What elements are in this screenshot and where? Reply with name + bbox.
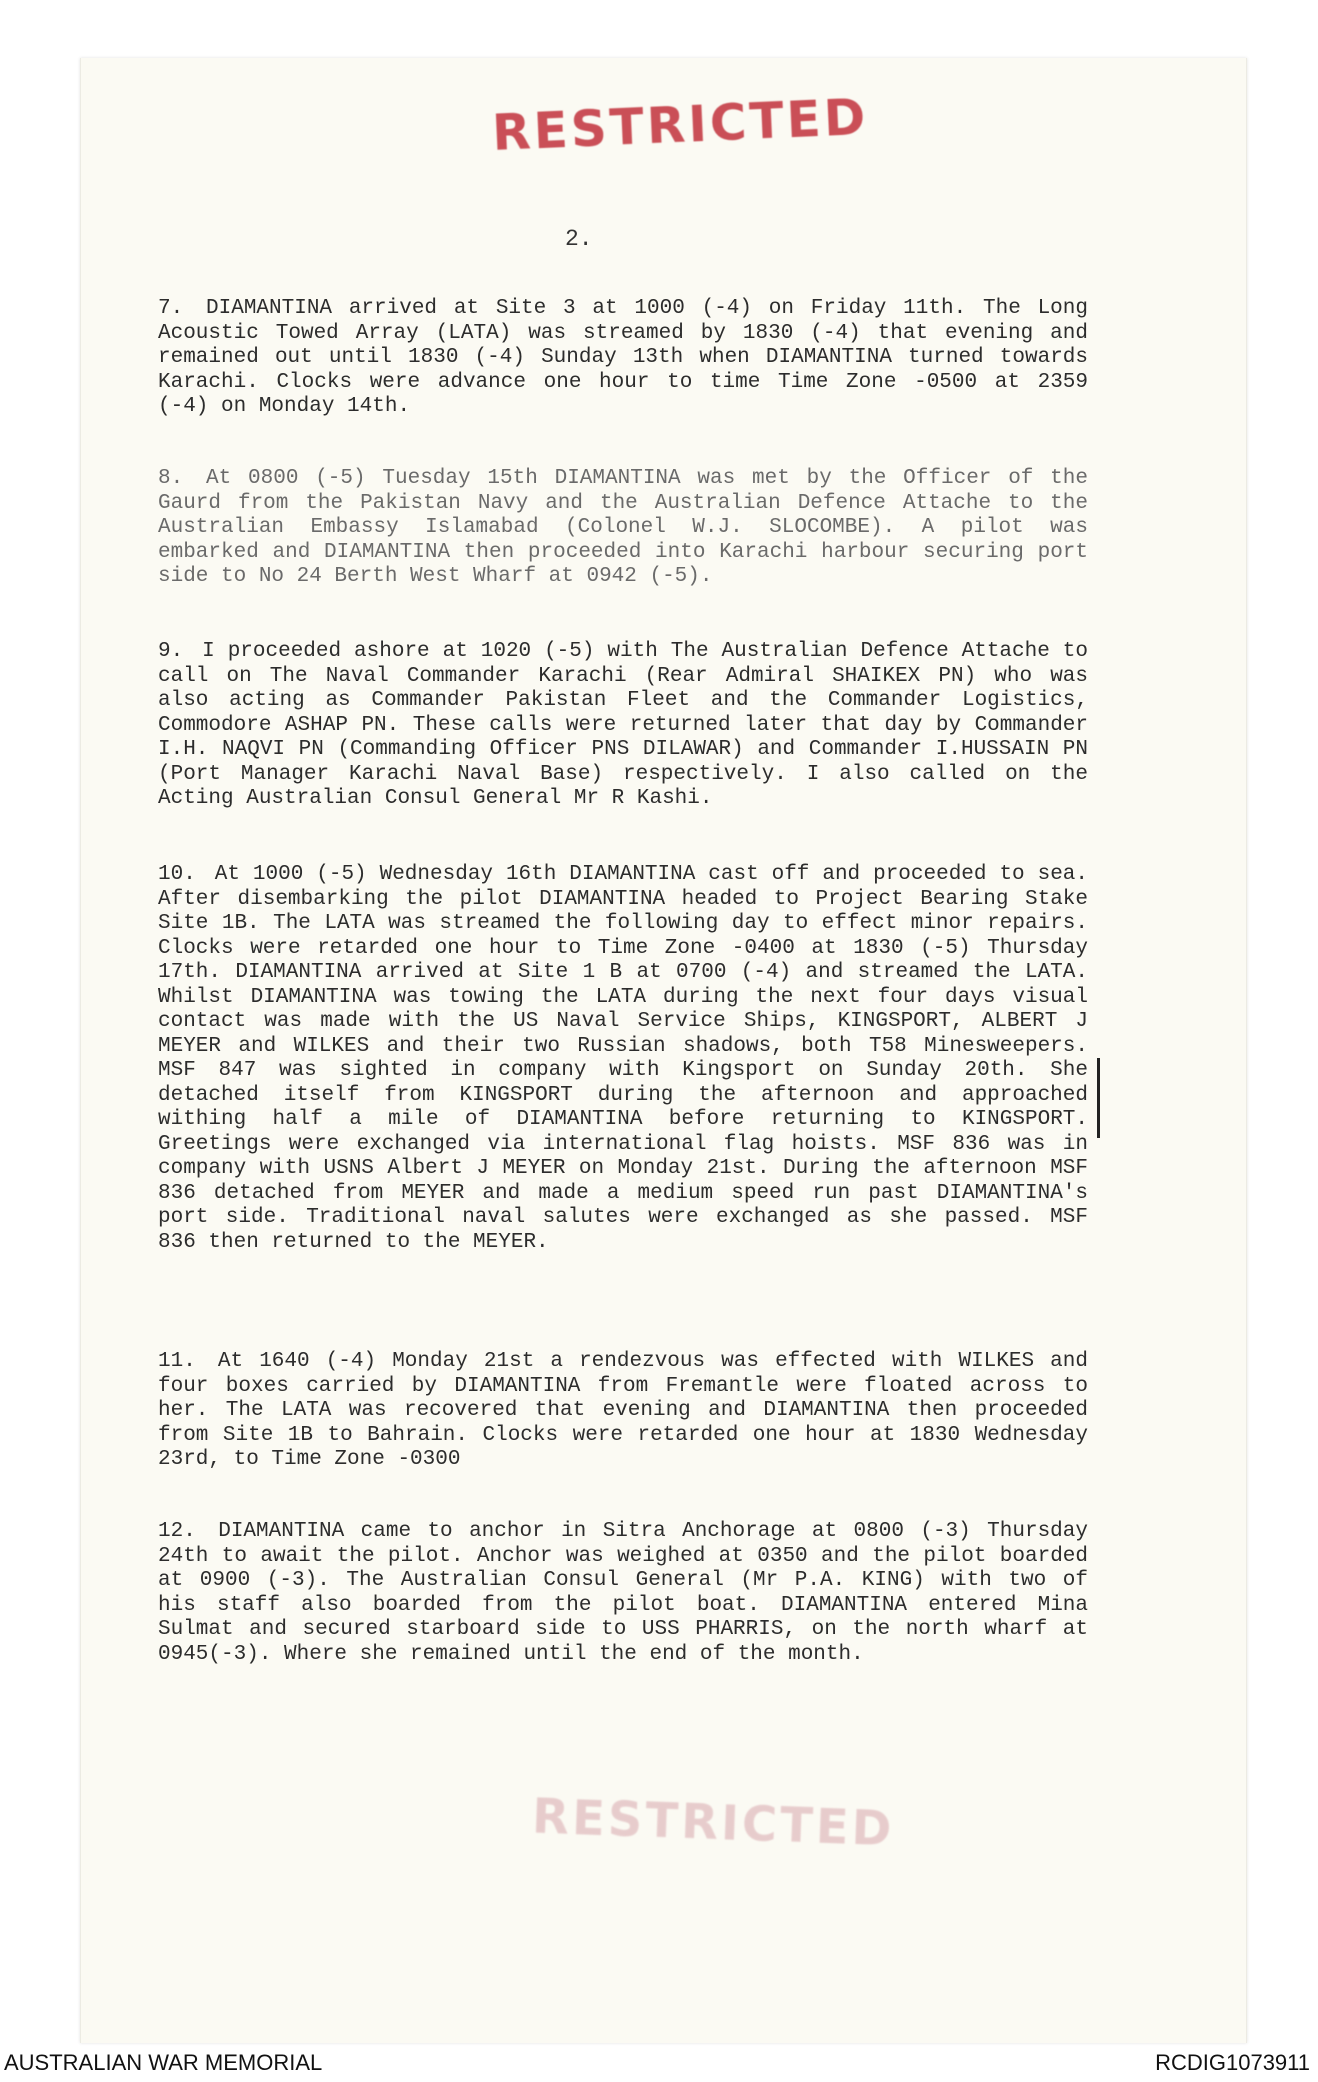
archive-credit: AUSTRALIAN WAR MEMORIAL [4, 2050, 323, 2075]
paragraph-text: DIAMANTINA came to anchor in Sitra Anchorage at 0800 (-3) Thursday 24th to await the pilot. Anchor was weighed at 0350 and the pilot boarded at 0900 (-3). The Australian Consul General (Mr P.A. KING) with two of his staff also boarded from the pilot boat. DIAMANTINA entered Mina Sulmat and secured starboard side to USS PHARRIS, on the north wharf at 0945(-3). Where she remained until the end of the month. [158, 1520, 1088, 1666]
paragraph-text: DIAMANTINA arrived at Site 3 at 1000 (-4) on Friday 11th. The Long Acoustic Towed Array (LATA) was streamed by 1830 (-4) that evening and remained out until 1830 (-4) Sunday 13th when DIAMANTINA turned towards Karachi. Clocks were advance one hour to time Time Zone -0500 at 2359 (-4) on Monday 14th. [158, 297, 1088, 418]
paragraph-text: At 1640 (-4) Monday 21st a rendezvous was effected with WILKES and four boxes carried by DIAMANTINA from Fremantle were floated across to her. The LATA was recovered that evening and DIAMANTINA then proceeded from Site 1B to Bahrain. Clocks were retarded one hour at 1830 Wednesday 23rd, to Time Zone -0300 [158, 1350, 1088, 1471]
paragraph-9 [158, 640, 1088, 812]
restricted-stamp-bottom: RESTRICTED [531, 1788, 896, 1858]
paragraph-10 [158, 863, 1088, 1255]
paragraph-text: At 1000 (-5) Wednesday 16th DIAMANTINA cast off and proceeded to sea. After disembarking the pilot DIAMANTINA headed to Project Bearing Stake Site 1B. The LATA was streamed the following day to effect minor repairs. Clocks were retarded one hour to Time Zone -0400 at 1830 (-5) Thursday 17th. DIAMANTINA arrived at Site 1 B at 0700 (-4) and streamed the LATA. Whilst DIAMANTINA was towing the LATA during the next four days visual contact was made with the US Naval Service Ships, KINGSPORT, ALBERT J MEYER and WILKES and their two Russian shadows, both T58 Minesweepers. MSF 847 was sighted in company with Kingsport on Sunday 20th. She detached itself from KINGSPORT during the afternoon and approached withing half a mile of DIAMANTINA before returning to KINGSPORT. Greetings were exchanged via international flag hoists. MSF 836 was in company with USNS Albert J MEYER on Monday 21st. During the afternoon MSF 836 detached from MEYER and made a medium speed run past DIAMANTINA's port side. Traditional naval salutes were exchanged as she passed. MSF 836 then returned to the MEYER. [158, 863, 1089, 1254]
paragraph-number: 11. [158, 1350, 196, 1373]
paragraph-7 [158, 297, 1088, 420]
paragraph-12 [158, 1520, 1088, 1667]
paragraph-11 [158, 1350, 1088, 1473]
paragraph-number: 8. [158, 467, 184, 490]
paragraph-text: At 0800 (-5) Tuesday 15th DIAMANTINA was met by the Officer of the Gaurd from the Pakistan Navy and the Australian Defence Attache to the Australian Embassy Islamabad (Colonel W.J. SLOCOMBE). A pilot was embarked and DIAMANTINA then proceeded into Karachi harbour securing port side to No 24 Berth West Wharf at 0942 (-5). [158, 467, 1088, 588]
paragraph-number: 10. [158, 863, 196, 886]
record-id: RCDIG1073911 [1155, 2050, 1310, 2075]
paragraph-8 [158, 467, 1088, 590]
paragraph-text: I proceeded ashore at 1020 (-5) with The Australian Defence Attache to call on The Naval Commander Karachi (Rear Admiral SHAIKEX PN) who was also acting as Commander Pakistan Fleet and the Commander Logistics, Commodore ASHAP PN. These calls were returned later that day by Commander I.H. NAQVI PN (Commanding Officer PNS DILAWAR) and Commander I.HUSSAIN PN (Port Manager Karachi Naval Base) respectively. I also called on the Acting Australian Consul General Mr R Kashi. [158, 640, 1088, 810]
restricted-stamp-top: RESTRICTED [490, 87, 870, 163]
page-number: 2. [565, 226, 593, 252]
paragraph-number: 7. [158, 297, 184, 320]
paragraph-number: 9. [158, 640, 184, 663]
margin-mark [1097, 1058, 1100, 1138]
paragraph-number: 12. [158, 1520, 196, 1543]
